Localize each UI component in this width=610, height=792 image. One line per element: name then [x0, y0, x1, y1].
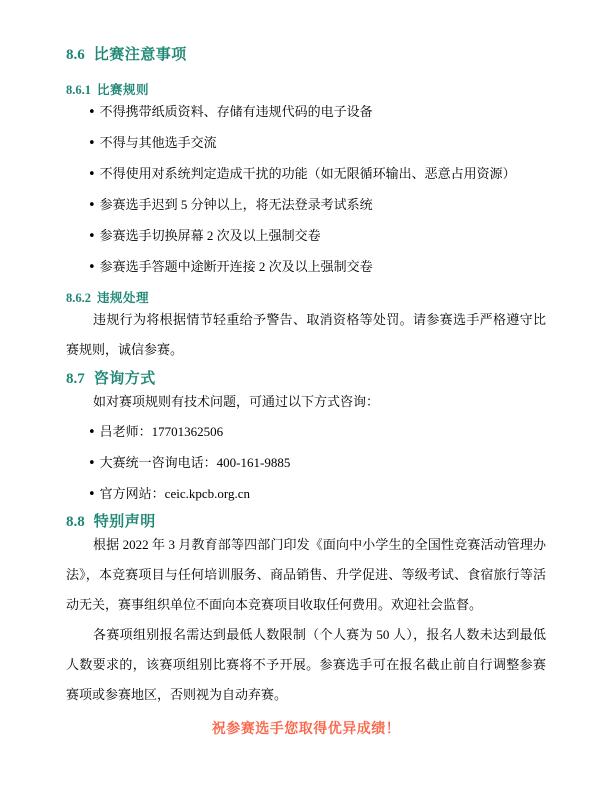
violation-paragraph: 违规行为将根据情节轻重给予警告、取消资格等处罚。请参赛选手严格遵守比赛规则，诚信参赛。	[66, 312, 546, 357]
rule-text: 不得使用对系统判定造成干扰的功能（如无限循环输出、恶意占用资源）	[99, 166, 516, 181]
rule-text: 参赛选手迟到 5 分钟以上，将无法登录考试系统	[99, 197, 373, 212]
bullet-icon: •	[88, 167, 96, 182]
subsection-title: 违规处理	[97, 291, 150, 305]
list-item	[66, 159, 546, 190]
list-item	[66, 128, 546, 159]
bullet-icon: •	[88, 456, 96, 471]
rules-list	[66, 97, 546, 283]
section-number: 8.6	[66, 47, 85, 63]
list-item	[66, 417, 546, 448]
bullet-icon: •	[88, 136, 96, 151]
bullet-icon: •	[88, 487, 96, 502]
contact-text: 吕老师：17701362506	[99, 424, 224, 439]
rule-text: 参赛选手切换屏幕 2 次及以上强制交卷	[99, 228, 321, 243]
rule-text: 参赛选手答题中途断开连接 2 次及以上强制交卷	[99, 259, 373, 274]
list-item	[66, 190, 546, 221]
section-title: 特别声明	[93, 513, 156, 530]
list-item	[66, 448, 546, 479]
section-number: 8.8	[66, 514, 85, 530]
subsection-title: 比赛规则	[97, 83, 150, 97]
contact-text: 官方网站：ceic.kpcb.org.cn	[99, 486, 250, 501]
section-heading-8-6	[66, 47, 546, 63]
contacts-list	[66, 417, 546, 510]
bullet-icon: •	[88, 425, 96, 440]
bullet-icon: •	[88, 260, 96, 275]
subsection-number: 8.6.2	[66, 291, 91, 305]
section-title: 咨询方式	[93, 370, 156, 387]
statement-paragraph-1: 根据 2022 年 3 月教育部等四部门印发《面向中小学生的全国性竞赛活动管理办法》，本竞赛项目与任何培训服务、商品销售、升学促进、等级考试、食宿旅行等活动无关，赛事组织单位不面向本竞赛项目收取任何费用。欢迎社会监督。	[66, 537, 546, 612]
section-number: 8.7	[66, 371, 85, 387]
list-item	[66, 252, 546, 283]
rule-text: 不得与其他选手交流	[99, 135, 217, 150]
bullet-icon: •	[88, 229, 96, 244]
subsection-heading-8-6-1	[66, 83, 546, 97]
rule-text: 不得携带纸质资料、存储有违规代码的电子设备	[99, 104, 373, 119]
statement-paragraph-2: 各赛项组别报名需达到最低人数限制（个人赛为 50 人），报名人数未达到最低人数要求的，该赛项组别比赛将不予开展。参赛选手可在报名截止前自行调整参赛赛项或参赛地区，否则视为自动弃赛。	[66, 627, 546, 702]
list-item	[66, 221, 546, 252]
section-heading-8-7	[66, 371, 546, 387]
subsection-heading-8-6-2	[66, 291, 546, 305]
consult-intro: 如对赛项规则有技术问题，可通过以下方式咨询：	[93, 394, 380, 409]
contact-text: 大赛统一咨询电话：400-161-9885	[99, 455, 291, 470]
bullet-icon: •	[88, 198, 96, 213]
section-heading-8-8	[66, 514, 546, 530]
list-item	[66, 97, 546, 128]
bullet-icon: •	[88, 105, 96, 120]
section-title: 比赛注意事项	[93, 46, 187, 63]
subsection-number: 8.6.1	[66, 83, 91, 97]
list-item	[66, 479, 546, 510]
closing-wish: 祝参赛选手您取得优异成绩！	[211, 720, 401, 736]
